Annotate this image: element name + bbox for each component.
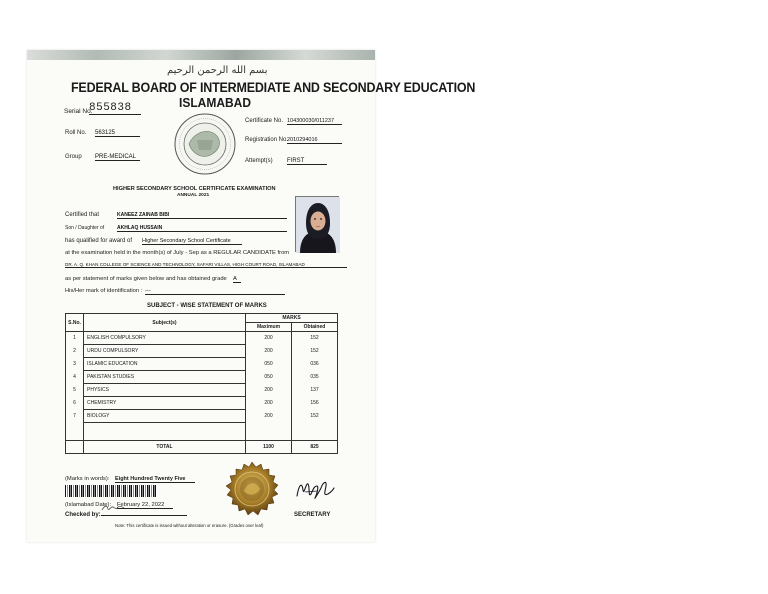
parent-label: Son / Daughter of <box>65 225 105 231</box>
board-title: FEDERAL BOARD OF INTERMEDIATE AND SECONDARY EDUCATION <box>71 80 476 96</box>
exam-year: ANNUAL 2021 <box>177 193 210 198</box>
row-subject: BIOLOGY <box>84 410 246 423</box>
grade-text: as per statement of marks given below and has obtained grade <box>65 276 227 282</box>
candidate-photo <box>295 196 339 252</box>
row-obtained: 152 <box>292 332 338 345</box>
row-sno: 7 <box>66 410 84 423</box>
roll-label: Roll No. <box>65 130 87 136</box>
total-label: TOTAL <box>84 441 246 454</box>
serial-number: 855838 <box>89 102 141 115</box>
row-subject: ISLAMIC EDUCATION <box>84 358 246 371</box>
barcode-icon <box>65 485 157 497</box>
sno-header: S.No. <box>66 314 84 332</box>
row-obtained: 035 <box>292 371 338 384</box>
row-obtained: 036 <box>292 358 338 371</box>
row-subject: CHEMISTRY <box>84 397 246 410</box>
checker-signature-icon <box>101 504 125 512</box>
row-obtained: 156 <box>292 397 338 410</box>
marks-header: MARKS <box>246 314 338 323</box>
date-label: (Islamabad Date): <box>65 502 112 508</box>
college-name: DR. A. Q. KHAN COLLEGE OF SCIENCE AND TECHNOLOGY, SAFARI VILLAS, HIGH COURT ROAD, ISLAMABAD <box>65 262 347 268</box>
row-obtained: 152 <box>292 410 338 423</box>
marks-in-words-value: Eight Hundred Twenty Five <box>115 476 195 483</box>
row-max: 050 <box>246 358 292 371</box>
row-max: 200 <box>246 332 292 345</box>
row-sno: 1 <box>66 332 84 345</box>
identification-mark-label: His/Her mark of identification : <box>65 288 143 294</box>
table-total-row <box>66 441 338 454</box>
row-sno: 5 <box>66 384 84 397</box>
row-obtained: 152 <box>292 345 338 358</box>
registration-number: 2010294016 <box>287 137 342 144</box>
row-sno: 6 <box>66 397 84 410</box>
attempts-label: Attempt(s) <box>245 158 273 164</box>
row-obtained: 137 <box>292 384 338 397</box>
bismillah-text: بسم الله الرحمن الرحيم <box>167 65 268 76</box>
qualified-label: has qualified for award of <box>65 238 133 244</box>
total-obtained: 825 <box>292 441 338 454</box>
row-subject: URDU COMPULSORY <box>84 345 246 358</box>
obtained-header: Obtained <box>292 323 338 332</box>
row-subject: ENGLISH COMPULSORY <box>84 332 246 345</box>
table-row <box>66 397 338 410</box>
row-max: 050 <box>246 371 292 384</box>
table-row <box>66 358 338 371</box>
row-sno: 4 <box>66 371 84 384</box>
row-sno: 2 <box>66 345 84 358</box>
roll-number: 563125 <box>95 130 140 137</box>
candidate-portrait-icon <box>296 197 340 253</box>
table-row <box>66 345 338 358</box>
registration-label: Registration No. <box>245 137 289 143</box>
serial-label: Serial No. <box>64 108 93 115</box>
table-row <box>66 371 338 384</box>
marks-statement-title: SUBJECT - WISE STATEMENT OF MARKS <box>147 303 267 309</box>
attempts-value: FIRST <box>287 158 327 165</box>
total-max: 1100 <box>246 441 292 454</box>
issue-date: February 22, 2022 <box>117 502 173 509</box>
secretary-signature-icon <box>295 476 335 502</box>
footer-note: Note: This certificate is issued without alteration or erasure. (Grades over leaf) <box>115 523 264 528</box>
certificate-document <box>27 50 476 542</box>
certificate-number: 104300030/011237 <box>287 118 342 125</box>
exam-held-text: at the examination held in the month(s) of July - Sep as a REGULAR CANDIDATE from <box>65 250 290 256</box>
row-sno: 3 <box>66 358 84 371</box>
subject-header: Subject(s) <box>84 314 246 332</box>
identification-mark-value: --- <box>145 288 285 295</box>
checked-by-label: Checked by: <box>65 512 101 518</box>
grade-value: A <box>233 276 241 283</box>
table-row <box>66 410 338 423</box>
certificate-label: Certificate No. <box>245 118 284 124</box>
row-subject: PHYSICS <box>84 384 246 397</box>
table-row-blank <box>66 423 338 441</box>
row-max: 200 <box>246 384 292 397</box>
marks-in-words-label: (Marks in words): <box>65 476 110 482</box>
board-city: ISLAMABAD <box>179 95 251 111</box>
exam-title: HIGHER SECONDARY SCHOOL CERTIFICATE EXAMINATION <box>113 186 276 192</box>
table-row <box>66 384 338 397</box>
row-max: 200 <box>246 410 292 423</box>
row-max: 200 <box>246 397 292 410</box>
row-subject: PAKISTAN STUDIES <box>84 371 246 384</box>
parent-name: AKHLAQ HUSSAIN <box>117 225 287 232</box>
candidate-name: KANEEZ ZAINAB BIBI <box>117 212 287 219</box>
table-row <box>66 332 338 345</box>
marks-table <box>65 313 338 454</box>
gold-seal-icon <box>224 461 280 517</box>
certified-label: Certified that <box>65 212 100 218</box>
group-value: PRE-MEDICAL <box>95 154 140 161</box>
row-max: 200 <box>246 345 292 358</box>
fbise-emblem-icon <box>173 112 237 176</box>
secretary-label: SECRETARY <box>294 512 331 518</box>
group-label: Group <box>65 154 82 160</box>
checked-by-signature <box>101 504 187 516</box>
maximum-header: Maximum <box>246 323 292 332</box>
scan-top-strip <box>27 50 375 60</box>
award-name: Higher Secondary School Certificate <box>142 238 242 245</box>
